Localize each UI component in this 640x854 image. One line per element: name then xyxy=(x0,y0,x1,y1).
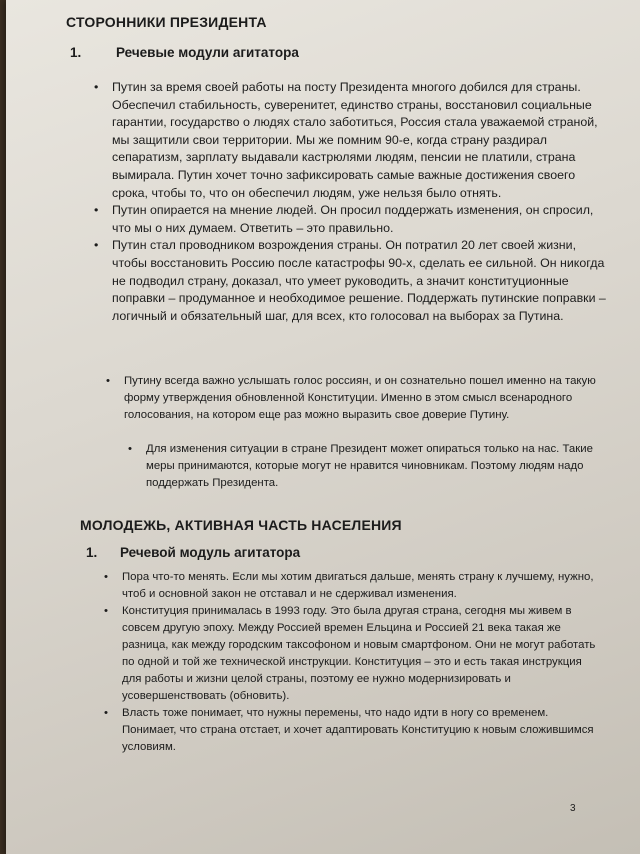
sub-bullet-item: • Для изменения ситуации в стране Президент может опираться только на нас. Такие меры принимаются, которые могут не нравится чиновникам. Поэтому людям надо поддержать Президента. xyxy=(128,443,593,489)
bullet-item: • Путин за время своей работы на посту Президента многого добился для страны. Обеспечил стабильность, суверенитет, единство страны, восстановил социальные гарантии, государство о людях стало заботиться, Россия стала уважаемой страной, мы защитили свои территории. Мы же помним 90-е, когда страну раздирал сепаратизм, зарплату выдавали кастрюлями людям, пенсии не платили, страна вымирала. Путин хочет точно зафиксировать самые важные достижения своего срока, чтобы то, что он обеспечил людям, уже нельзя было отнять. xyxy=(94,80,598,200)
bullet-icon: • xyxy=(94,80,99,94)
section-subtitle: Речевые модули агитатора xyxy=(116,45,299,60)
bullet-icon: • xyxy=(104,571,108,583)
sub-bullet-list xyxy=(128,441,596,491)
section-number: 1. xyxy=(86,545,98,560)
bullet-list-supporters-cont xyxy=(106,373,602,424)
bullet-icon: • xyxy=(94,203,99,218)
bullet-list-supporters xyxy=(94,79,612,325)
bullet-icon: • xyxy=(94,238,99,253)
bullet-item: • Конституция принималась в 1993 году. Это была другая страна, сегодня мы живем в совсем другую эпоху. Между Россией времен Ельцина и Россией 21 века такая же разница, как между городским таксофоном и новым смартфоном. Они не могут работать по одной и той же технической инструкции. Конституция – это и есть такая инструкция для работы и жизни целой страны, поэтому ее нужно модернизировать и усовершенствовать (обновить). xyxy=(104,605,596,702)
bullet-icon: • xyxy=(128,443,132,455)
page-number: 3 xyxy=(570,803,576,814)
bullet-icon: • xyxy=(106,375,110,387)
bullet-list-youth xyxy=(104,569,600,756)
bullet-item: • Пора что-то менять. Если мы хотим двигаться дальше, менять страну к лучшему, нужно, чтоб и основной закон не отставал и не сдерживал изменения. xyxy=(104,571,594,600)
bullet-item: • Путину всегда важно услышать голос россиян, и он сознательно пошел именно на такую форму утверждения обновленной Конституции. Именно в этом смысл всенародного голосования, на котором еще раз можно выразить свое доверие Путину. xyxy=(106,375,596,421)
document-page xyxy=(6,0,640,854)
section-number: 1. xyxy=(70,45,82,60)
section-title-youth: МОЛОДЕЖЬ, АКТИВНАЯ ЧАСТЬ НАСЕЛЕНИЯ xyxy=(80,517,402,533)
bullet-icon: • xyxy=(104,707,108,719)
bullet-item: • Власть тоже понимает, что нужны перемены, что надо идти в ногу со временем. Понимает, что страна отстает, и хочет адаптировать Конституцию к новым сложившимся условиям. xyxy=(104,707,594,753)
section-subtitle: Речевой модуль агитатора xyxy=(120,545,301,560)
bullet-item: • Путин стал проводником возрождения страны. Он потратил 20 лет своей жизни, чтобы восстановить Россию после катастрофы 90-х, сделать ее сильной. Он никогда не подводил страну, доказал, что умеет руководить, а значит конституционные поправки – продуманное и необходимое решение. Поддержать путинские поправки – логичный и обязательный шаг, для всех, кто голосовал на выборах за Путина. xyxy=(94,238,606,323)
bullet-item: • Путин опирается на мнение людей. Он просил поддержать изменения, он спросил, что мы о них думаем. Ответить – это правильно. xyxy=(94,203,594,235)
section-title-supporters: СТОРОННИКИ ПРЕЗИДЕНТА xyxy=(66,14,267,30)
bullet-icon: • xyxy=(104,605,108,617)
